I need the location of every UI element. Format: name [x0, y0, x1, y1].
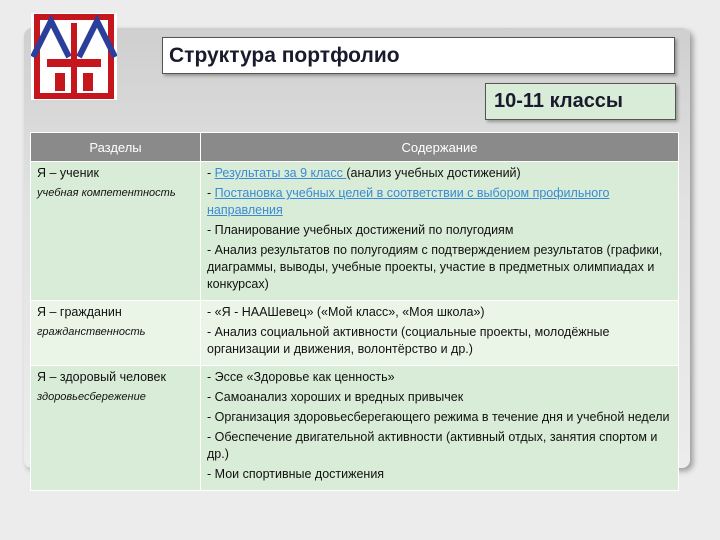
item-text: Организация здоровьесберегающего режима в течение дня и учебной недели	[214, 410, 670, 424]
list-item: - Постановка учебных целей в соответствии с выбором профильного направления	[207, 186, 610, 217]
content-cell	[201, 366, 679, 491]
item-text: Мои спортивные достижения	[214, 467, 385, 481]
list-item: - Организация здоровьесберегающего режима в течение дня и учебной недели	[207, 410, 670, 424]
section-subtitle: гражданственность	[37, 326, 146, 338]
content-cell	[201, 301, 679, 366]
item-text: (анализ учебных достижений)	[346, 166, 521, 180]
portfolio-table	[30, 132, 679, 491]
section-cell	[31, 366, 201, 491]
section-cell	[31, 301, 201, 366]
item-text: Обеспечение двигательной активности (активный отдых, занятия спортом и др.)	[207, 430, 658, 461]
list-item: - Обеспечение двигательной активности (активный отдых, занятия спортом и др.)	[207, 430, 658, 461]
table-row	[31, 366, 679, 491]
section-title: Я – гражданин	[37, 305, 122, 319]
page-title: Структура портфолио	[162, 37, 675, 74]
table-row	[31, 162, 679, 301]
house-logo-icon	[31, 13, 117, 100]
table-row	[31, 301, 679, 366]
section-title: Я – здоровый человек	[37, 370, 166, 384]
school-logo	[31, 13, 117, 100]
list-item: - Самоанализ хороших и вредных привычек	[207, 390, 464, 404]
results-9-link[interactable]: Результаты за 9 класс	[214, 166, 347, 180]
grade-label: 10-11 классы	[485, 83, 676, 120]
content-cell	[201, 162, 679, 301]
item-text: Эссе «Здоровье как ценность»	[214, 370, 395, 384]
list-item: - Мои спортивные достижения	[207, 467, 385, 481]
column-header-content: Содержание	[201, 133, 679, 162]
section-subtitle: здоровьесбережение	[37, 391, 146, 403]
item-text: Анализ результатов по полугодиям с подтверждением результатов (графики, диаграммы, выводы, учебные проекты, участие в предметных олимпиадах и конкурсах)	[207, 243, 663, 291]
list-item: - Результаты за 9 класс (анализ учебных достижений)	[207, 166, 521, 180]
item-text: Планирование учебных достижений по полугодиям	[214, 223, 514, 237]
section-title: Я – ученик	[37, 166, 99, 180]
list-item: - Анализ результатов по полугодиям с подтверждением результатов (графики, диаграммы, выводы, учебные проекты, участие в предметных олимпиадах и конкурсах)	[207, 243, 663, 291]
section-subtitle: учебная компетентность	[37, 187, 176, 199]
list-item: - Анализ социальной активности (социальные проекты, молодёжные организации и движения, волонтёрство и др.)	[207, 325, 610, 356]
list-item: - Планирование учебных достижений по полугодиям	[207, 223, 514, 237]
goals-link[interactable]: Постановка учебных целей в соответствии с выбором профильного направления	[207, 186, 610, 217]
list-item: - «Я - НААШевец» («Мой класс», «Моя школа»)	[207, 305, 485, 319]
list-item: - Эссе «Здоровье как ценность»	[207, 370, 395, 384]
item-text: «Я - НААШевец» («Мой класс», «Моя школа»)	[214, 305, 485, 319]
item-text: Самоанализ хороших и вредных привычек	[214, 390, 464, 404]
item-text: Анализ социальной активности (социальные проекты, молодёжные организации и движения, волонтёрство и др.)	[207, 325, 610, 356]
section-cell	[31, 162, 201, 301]
table-header-row	[31, 133, 679, 162]
column-header-sections: Разделы	[31, 133, 201, 162]
